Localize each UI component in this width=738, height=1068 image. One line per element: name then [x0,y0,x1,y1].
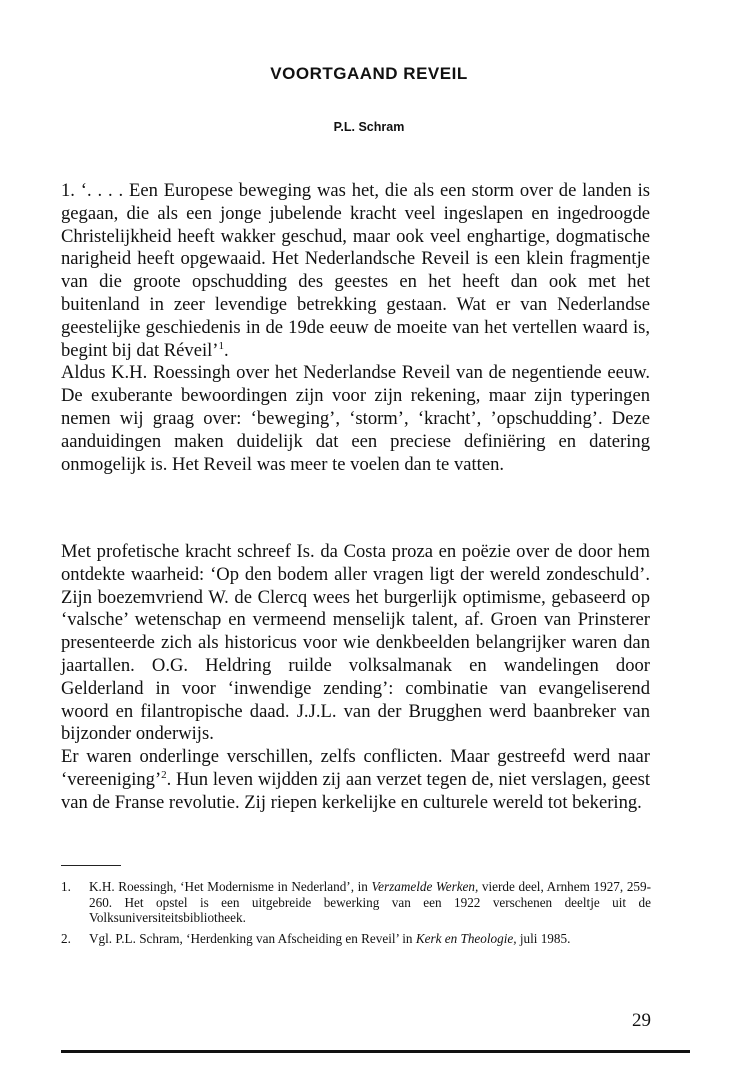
body-section-1 [61,180,650,476]
footnote-italic-title: Kerk en Theologie, [415,930,517,946]
page-number: 29 [632,1010,651,1031]
paragraph-quote-end: . [224,339,229,361]
footnote-2 [61,931,651,947]
author-name: P.L. Schram [333,120,405,134]
paragraph-profetische: Met profetische kracht schreef Is. da Costa proza en poëzie over de door hem ontdekte waarheid: ‘Op den bodem aller vragen ligt der wereld zondeschuld’. Zijn boezemvriend W. de Clercq wees het burgerlijk optimisme, gebaseerd op ‘valsche’ wetenschap en vermeend menselijk talent, af. Groen van Prinsterer presenteerde zich als historicus voor wie denkbeelden belangrijker waren dan jaartallen. O.G. Heldring ruilde volksalmanak en wandelingen door Gelderland in voor ‘inwendige zending’: combinatie van evangeliserend woord en filantropische daad. J.J.L. van der Brugghen werd baanbreker van bijzonder onderwijs. [61,541,650,745]
footnote-text: juli 1985. [516,930,571,946]
article-title: VOORTGAAND REVEIL [270,64,468,83]
footnotes [61,879,651,951]
footnote-text: K.H. Roessingh, ‘Het Modernisme in Nederland’, in [89,879,372,894]
footnote-italic-title: Verzamelde Werken, [371,879,479,894]
footnote-number: 1. [61,879,71,894]
paragraph-verschillen-start: Er waren onderlinge verschillen, zelfs conflicten. Maar gestreefd werd naar ‘vereeniging’ [61,746,650,790]
footnote-ref-2[interactable]: 2 [161,768,167,781]
body-section-2 [61,541,650,815]
paragraph-quote [61,180,650,362]
paragraph-quote-text: 1. ‘. . . . Een Europese beweging was het, die als een storm over de landen is gegaan, die als een jonge jubelende kracht veel ingeslapen en ingedroogde Christelijkheid heeft wakker geschud, maar ook veel enghartige, dogmatische narigheid heeft opgewaaid. Het Nederlandsche Reveil is een klein fragmentje van die groote opschudding des geestes en het heeft dan ook met het buitenland in zeer levendige betrekking gestaan. Wat er van Nederlandse geestelijke geschiedenis in de 19de eeuw de moeite van het vertellen waard is, begint bij dat Réveil’ [61,180,650,361]
paragraph-verschillen [61,746,650,814]
footnote-ref-1[interactable]: 1 [218,339,224,352]
paragraph-aldus: Aldus K.H. Roessingh over het Nederlandse Reveil van de negentiende eeuw. De exuberante bewoordingen zijn voor zijn rekening, maar zijn typeringen nemen wij graag over: ‘beweging’, ‘storm’, ‘kracht’, ’opschudding’. Deze aanduidingen maken duidelijk dat een preciese definiëring en datering onmogelijk is. Het Reveil was meer te voelen dan te vatten. [61,362,650,475]
bottom-rule [61,1050,690,1053]
footnote-text: vierde deel, Arnhem 1927, 259-260. Het opstel is een uitgebreide bewerking van een 1922 verschenen deeltje uit de Volksuniversiteitsbibliotheek. [89,879,651,926]
paragraph-verschillen-rest: . Hun leven wijdden zij aan verzet tegen de, niet verslagen, geest van de Franse revolutie. Zij riepen kerkelijke en culturele wereld tot bekering. [61,768,650,813]
footnote-number: 2. [61,930,71,946]
footnote-text: Vgl. P.L. Schram, ‘Herdenking van Afscheiding en Reveil’ in [89,930,416,946]
footnote-separator [61,865,121,866]
footnote-1 [61,879,651,926]
